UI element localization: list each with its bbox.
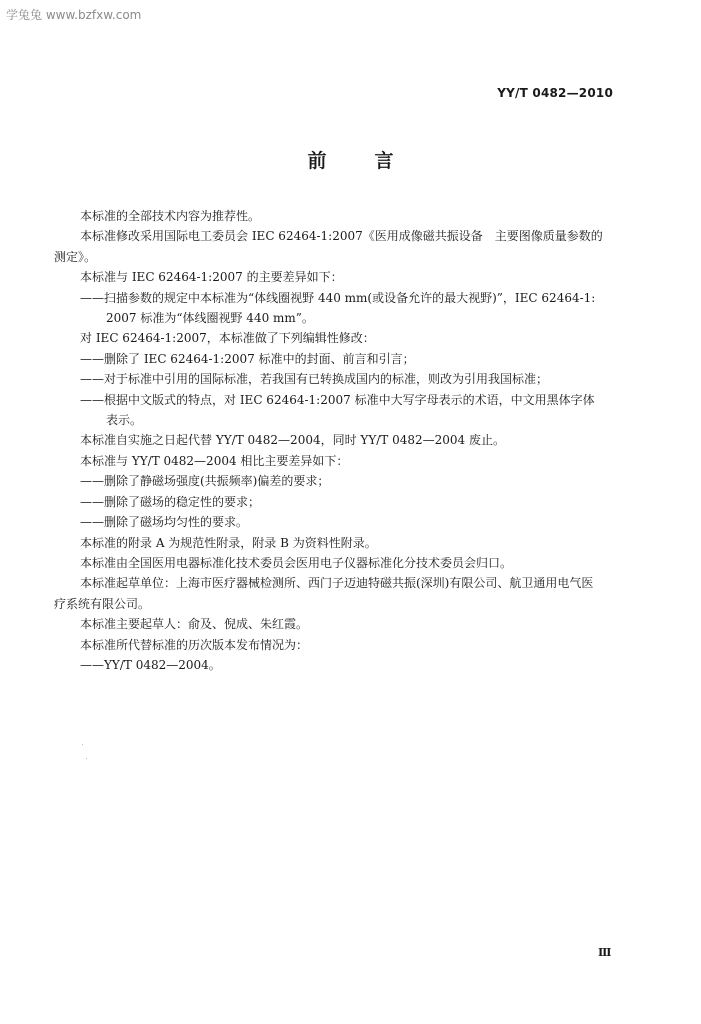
scan-speck bbox=[86, 758, 87, 759]
scan-speck bbox=[82, 744, 83, 745]
paragraph-line: 本标准的全部技术内容为推荐性。 bbox=[80, 209, 261, 223]
paragraph-line: 本标准与 YY/T 0482—2004 相比主要差异如下： bbox=[80, 453, 349, 468]
list-item-continuation: 表示。 bbox=[106, 413, 143, 428]
paragraph-line: 本标准所代替标准的历次版本发布情况为： bbox=[80, 637, 309, 652]
list-item: ——YY/T 0482—2004。 bbox=[80, 657, 221, 672]
paragraph-line: 本标准与 IEC 62464-1:2007 的主要差异如下： bbox=[80, 270, 343, 285]
list-item: ——扫描参数的规定中本标准为“体线圈视野 440 mm(或设备允许的最大视野)”，IEC 62464-1: bbox=[80, 290, 596, 305]
page-number: Ⅲ bbox=[598, 946, 612, 959]
list-item: ——根据中文版式的特点，对 IEC 62464-1:2007 标准中大写字母表示的术语，中文用黑体字体 bbox=[80, 392, 595, 407]
paragraph-line: 本标准修改采用国际电工委员会 IEC 62464-1:2007《医用成像磁共振设备 主要图像质量参数的 bbox=[80, 229, 603, 244]
watermark-text: 学兔兔 www.bzfxw.com bbox=[6, 8, 142, 22]
paragraph-line: 本标准由全国医用电器标准化技术委员会医用电子仪器标准化分技术委员会归口。 bbox=[80, 555, 513, 570]
paragraph-line: 疗系统有限公司。 bbox=[54, 596, 151, 611]
list-item: ——删除了静磁场强度(共振频率)偏差的要求； bbox=[80, 474, 330, 489]
paragraph-line: 本标准自实施之日起代替 YY/T 0482—2004，同时 YY/T 0482—2004 废止。 bbox=[80, 433, 506, 448]
paragraph-line: 本标准起草单位：上海市医疗器械检测所、西门子迈迪特磁共振(深圳)有限公司、航卫通用电气医 bbox=[80, 576, 594, 591]
list-item: ——删除了磁场均匀性的要求。 bbox=[80, 515, 249, 530]
list-item: ——删除了 IEC 62464-1:2007 标准中的封面、前言和引言； bbox=[80, 351, 415, 366]
list-item: ——删除了磁场的稳定性的要求； bbox=[80, 494, 261, 509]
paragraph-line: 对 IEC 62464-1:2007，本标准做了下列编辑性修改： bbox=[80, 331, 375, 346]
paragraph-line: 本标准主要起草人：俞及、倪成、朱红霞。 bbox=[80, 617, 309, 632]
list-item: ——对于标准中引用的国际标准，若我国有已转换成国内的标准，则改为引用我国标准； bbox=[80, 372, 549, 387]
paragraph-line: 测定》。 bbox=[54, 249, 97, 264]
paragraph-line: 本标准的附录 A 为规范性附录，附录 B 为资料性附录。 bbox=[80, 535, 377, 550]
standard-code: YY/T 0482—2010 bbox=[497, 86, 613, 100]
list-item-continuation: 2007 标准为“体线圈视野 440 mm”。 bbox=[106, 311, 314, 326]
foreword-body bbox=[54, 206, 618, 675]
page-title: 前言 bbox=[307, 150, 442, 172]
